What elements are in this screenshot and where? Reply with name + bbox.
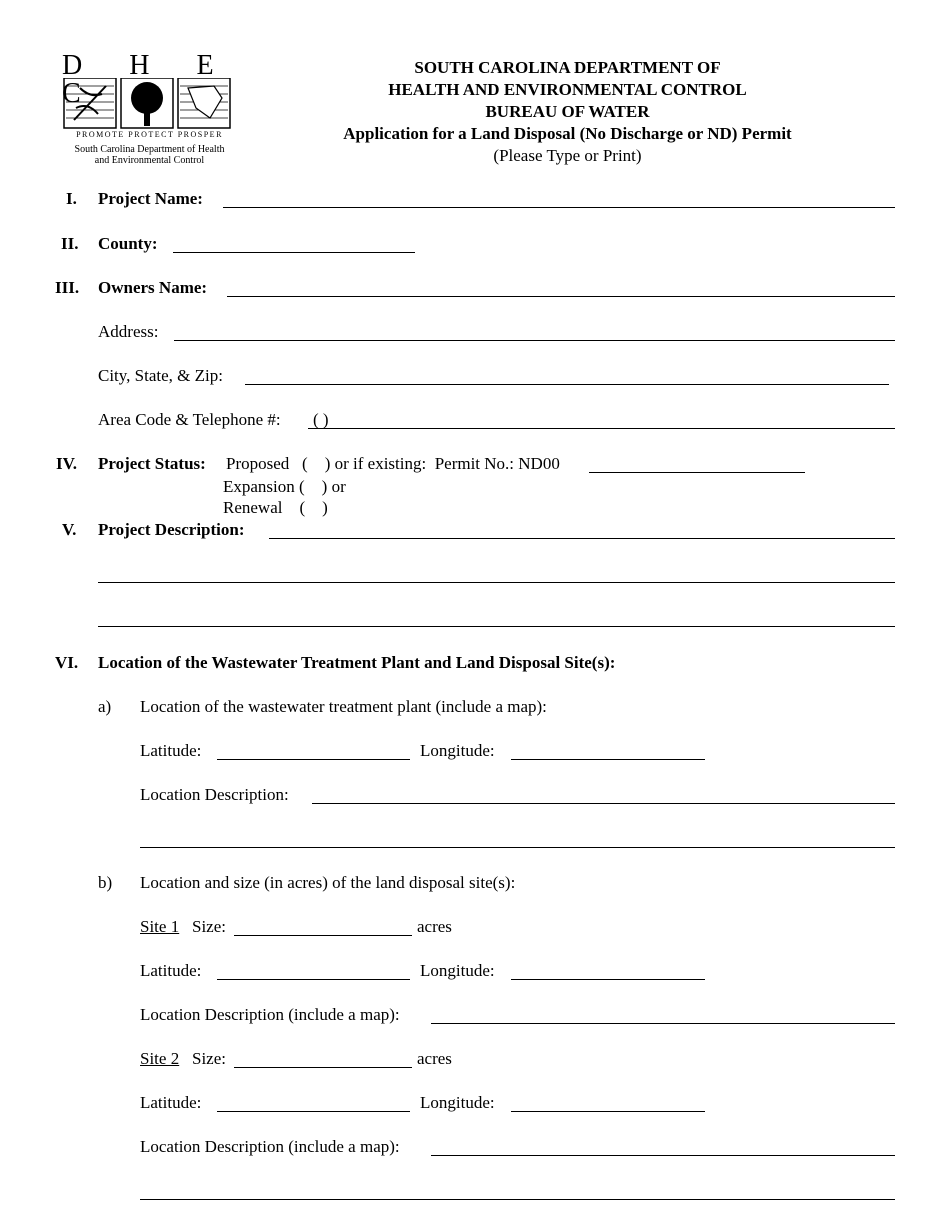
county-label: County: [98,234,158,253]
item-a-text: Location of the wastewater treatment plant (include a map): [140,697,547,716]
item-b-text: Location and size (in acres) of the land disposal site(s): [140,873,516,892]
city-state-zip-label: City, State, & Zip: [98,366,223,385]
wwtp-location-description-line2[interactable] [140,847,895,848]
site1-acres-unit: acres [417,917,452,936]
logo-subtitle-line1: South Carolina Department of Health [74,144,225,155]
wwtp-location-description-line1[interactable] [312,803,895,804]
section-number-4: IV. [56,454,77,473]
site2-location-description-label: Location Description (include a map): [140,1137,400,1156]
logo-subtitle-line2: and Environmental Control [94,155,205,166]
section-number-1: I. [66,189,77,208]
header-line3: BUREAU OF WATER [485,102,650,121]
item-a-marker: a) [98,697,112,716]
city-state-zip-field[interactable] [245,384,889,385]
section-number-3: III. [55,278,80,297]
telephone-label: Area Code & Telephone #: [98,410,281,429]
form-instructions: (Please Type or Print) [493,146,642,165]
location-section-heading: Location of the Wastewater Treatment Plant and Land Disposal Site(s): [98,653,616,672]
owners-name-field[interactable] [227,296,895,297]
site1-longitude-label: Longitude: [420,961,495,980]
project-name-label: Project Name: [98,189,203,208]
status-proposed-option[interactable]: Proposed ( ) or if existing: Permit No.: ND00 [226,454,560,473]
county-field[interactable] [173,252,415,253]
site2-latitude-label: Latitude: [140,1093,202,1112]
dhec-logo [62,52,237,172]
site2-acres-unit: acres [417,1049,452,1068]
site2-longitude-label: Longitude: [420,1093,495,1112]
status-renewal-option[interactable]: Renewal ( ) [223,498,328,517]
logo-subtitle [62,144,237,166]
status-expansion-option[interactable]: Expansion ( ) or [223,477,346,496]
project-status-label: Project Status: [98,454,206,473]
header-line2: HEALTH AND ENVIRONMENTAL CONTROL [388,80,747,99]
logo-letters: D H E C [62,50,234,109]
telephone-field[interactable] [308,428,895,429]
site2-size-field[interactable] [234,1067,412,1068]
site2-label: Site 2 [140,1049,180,1068]
address-label: Address: [98,322,159,341]
site2-latitude-field[interactable] [217,1111,410,1112]
item-b-marker: b) [98,873,113,892]
project-description-line2[interactable] [98,582,895,583]
site1-location-description-field[interactable] [431,1023,895,1024]
project-name-field[interactable] [223,207,895,208]
logo-emblem-icon [62,78,232,130]
wwtp-location-description-label: Location Description: [140,785,289,804]
site2-size-label: Size: [192,1049,226,1068]
site2-longitude-field[interactable] [511,1111,705,1112]
area-code-parens: ( ) [313,410,329,429]
owners-name-label: Owners Name: [98,278,208,297]
project-description-line1[interactable] [269,538,895,539]
logo-tagline: PROMOTE PROTECT PROSPER [76,130,223,139]
wwtp-latitude-field[interactable] [217,759,410,760]
site2-location-description-line2[interactable] [140,1199,895,1200]
site1-latitude-field[interactable] [217,979,410,980]
project-description-label: Project Description: [98,520,245,539]
form-title: Application for a Land Disposal (No Discharge or ND) Permit [343,124,792,143]
header-line1: SOUTH CAROLINA DEPARTMENT OF [414,58,721,77]
site1-latitude-label: Latitude: [140,961,202,980]
section-number-5: V. [62,520,77,539]
section-number-6: VI. [55,653,79,672]
address-field[interactable] [174,340,895,341]
wwtp-longitude-field[interactable] [511,759,705,760]
section-number-2: II. [61,234,79,253]
site1-label: Site 1 [140,917,180,936]
project-description-line3[interactable] [98,626,895,627]
wwtp-longitude-label: Longitude: [420,741,495,760]
permit-number-field[interactable] [589,472,805,473]
site1-longitude-field[interactable] [511,979,705,980]
site1-location-description-label: Location Description (include a map): [140,1005,400,1024]
site1-size-field[interactable] [234,935,412,936]
site2-location-description-line1[interactable] [431,1155,895,1156]
wwtp-latitude-label: Latitude: [140,741,202,760]
site1-size-label: Size: [192,917,226,936]
